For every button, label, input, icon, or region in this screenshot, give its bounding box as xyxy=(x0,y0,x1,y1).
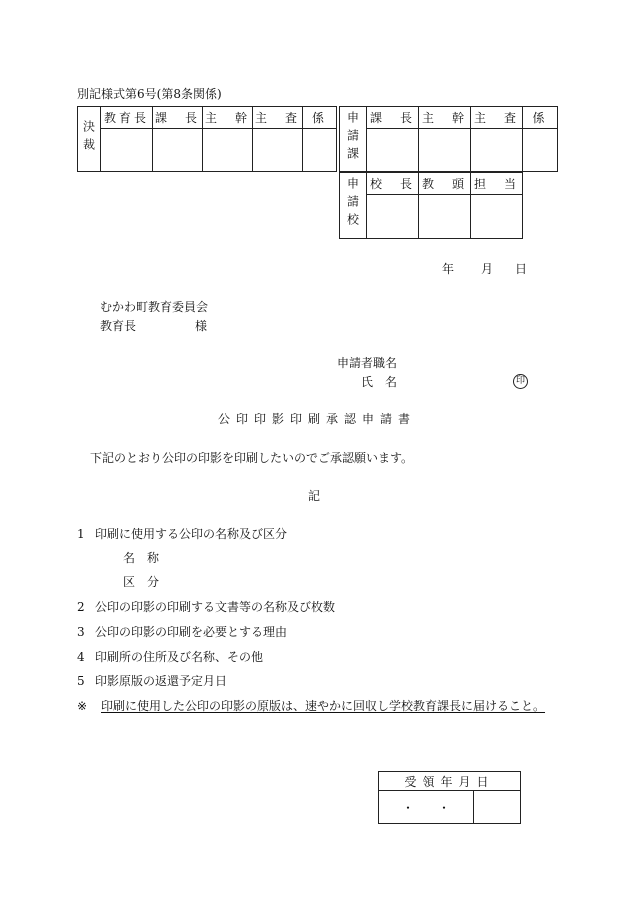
applicant-section-side-label: 申請課 xyxy=(340,107,367,172)
decision-side-label: 決裁 xyxy=(78,107,101,172)
document-title: 公印印影印刷承認申請書 xyxy=(218,412,417,426)
section-seal-cell[interactable] xyxy=(471,129,523,172)
date-year-label: 年 xyxy=(442,262,455,276)
recipient-honorific: 様 xyxy=(195,319,208,333)
school-header-principal: 校 長 xyxy=(367,173,419,195)
item-5-number: 5 xyxy=(77,674,85,688)
ki-heading: 記 xyxy=(308,489,321,503)
applicant-school-table xyxy=(339,172,523,239)
decision-seal-cell[interactable] xyxy=(253,129,303,172)
school-seal-cell[interactable] xyxy=(471,195,523,239)
decision-seal-cell[interactable] xyxy=(101,129,153,172)
item-2-text: 公印の印影の印刷する文書等の名称及び枚数 xyxy=(95,600,336,614)
decision-seal-cell[interactable] xyxy=(153,129,203,172)
decision-header-education-superintendent: 教育長 xyxy=(101,107,153,129)
school-header-vice-principal: 教 頭 xyxy=(419,173,471,195)
receipt-date-table xyxy=(378,771,521,824)
school-header-person-in-charge: 担 当 xyxy=(471,173,523,195)
section-header-manager: 主 幹 xyxy=(419,107,471,129)
date-day-label: 日 xyxy=(515,262,528,276)
decision-header-section-chief: 課 長 xyxy=(153,107,203,129)
decision-seal-cell[interactable] xyxy=(203,129,253,172)
note-text: 印刷に使用した公印の印影の原版は、速やかに回収し学校教育課長に届けること。 xyxy=(101,699,546,713)
item-3-number: 3 xyxy=(77,625,85,639)
section-seal-cell[interactable] xyxy=(523,129,558,172)
applicant-position-label: 申請者職名 xyxy=(337,356,398,370)
item-3-text: 公印の印影の印刷を必要とする理由 xyxy=(95,625,288,639)
decision-header-inspector: 主 査 xyxy=(253,107,303,129)
receipt-date-header: 受領年月日 xyxy=(379,772,521,791)
intro-text: 下記のとおり公印の印影を印刷したいのでご承認願います。 xyxy=(90,451,414,465)
decision-table xyxy=(77,106,337,172)
item-1-name-label: 名 称 xyxy=(123,551,160,565)
applicant-section-table xyxy=(339,106,558,172)
decision-header-staff: 係 xyxy=(303,107,337,129)
recipient-title: 教育長 xyxy=(100,319,137,333)
applicant-name-label: 氏 名 xyxy=(361,375,398,389)
item-1-number: 1 xyxy=(77,527,85,541)
item-2-number: 2 xyxy=(77,600,85,614)
section-seal-cell[interactable] xyxy=(419,129,471,172)
school-seal-cell[interactable] xyxy=(419,195,471,239)
recipient-organization: むかわ町教育委員会 xyxy=(100,300,209,314)
note-mark: ※ xyxy=(77,699,88,713)
seal-mark-icon: 印 xyxy=(513,374,528,389)
item-4-number: 4 xyxy=(77,650,85,664)
school-seal-cell[interactable] xyxy=(367,195,419,239)
receipt-date-cell[interactable]: ・ ・ xyxy=(379,791,474,824)
date-month-label: 月 xyxy=(481,262,494,276)
receipt-seal-cell[interactable] xyxy=(474,791,521,824)
decision-header-manager: 主 幹 xyxy=(203,107,253,129)
section-header-staff: 係 xyxy=(523,107,558,129)
section-header-inspector: 主 査 xyxy=(471,107,523,129)
item-1-text: 印刷に使用する公印の名称及び区分 xyxy=(95,527,288,541)
item-4-text: 印刷所の住所及び名称、その他 xyxy=(95,650,264,664)
form-number: 別記様式第6号(第8条関係) xyxy=(77,87,222,101)
section-header-section-chief: 課 長 xyxy=(367,107,419,129)
applicant-school-side-label: 申請校 xyxy=(340,173,367,239)
section-seal-cell[interactable] xyxy=(367,129,419,172)
item-1-category-label: 区 分 xyxy=(123,575,160,589)
item-5-text: 印影原版の返還予定月日 xyxy=(95,674,228,688)
decision-seal-cell[interactable] xyxy=(303,129,337,172)
